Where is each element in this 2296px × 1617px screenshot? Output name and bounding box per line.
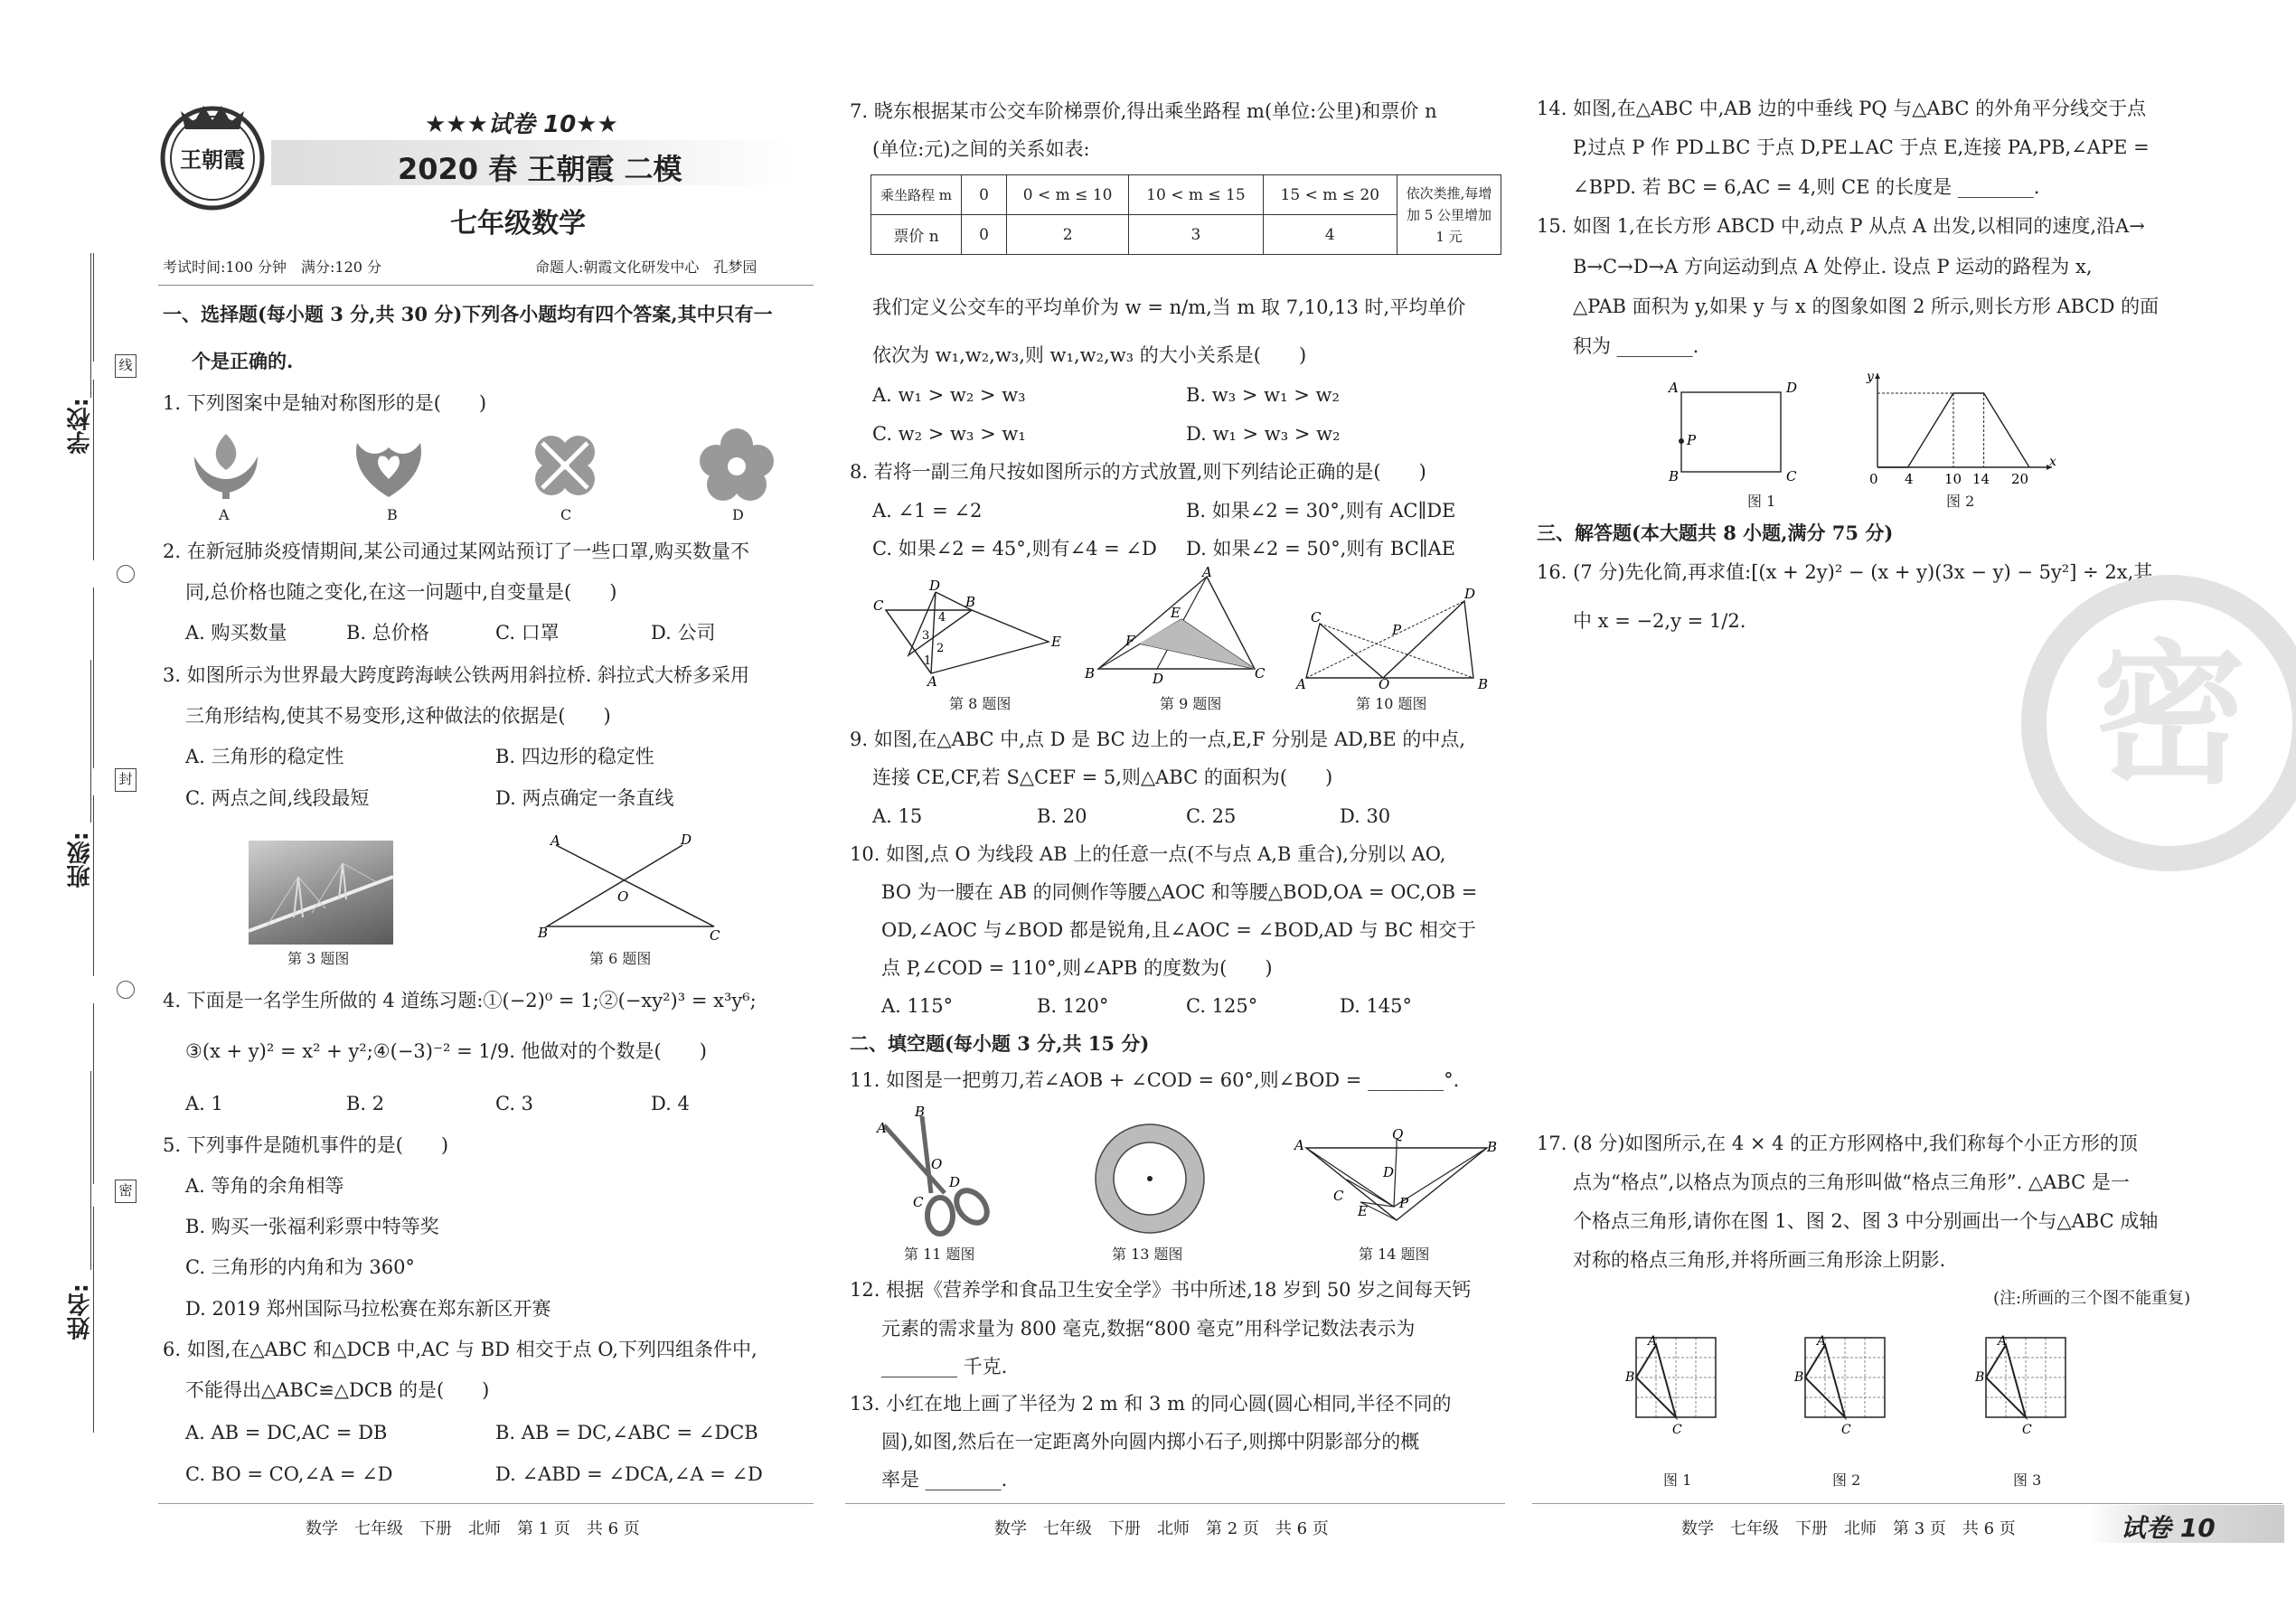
question-7-cont: (单位:元)之间的关系如表: <box>872 138 1090 160</box>
q3-option-c: C. 两点之间,线段最短 <box>185 787 370 809</box>
paper-tag-label: 试卷 10 <box>2121 1513 2216 1543</box>
question-12-cont2: ________ 千克. <box>881 1356 1008 1377</box>
seal-mark-seal: 封 <box>115 768 136 792</box>
grid-figure-1 <box>1625 1327 1729 1444</box>
question-10-cont2: OD,∠AOC 与∠BOD 都是锐角,且∠AOC = ∠BOD,AD 与 BC 相交于 <box>881 919 1476 941</box>
svg-text:A: A <box>1202 564 1212 580</box>
question-13: 13. 小红在地上画了半径为 2 m 和 3 m 的同心圆(圆心相同,半径不同的 <box>850 1393 1452 1415</box>
question-14-cont2: ∠BPD. 若 BC = 6,AC = 4,则 CE 的长度是 ________. <box>1573 176 2040 198</box>
grid-figure-3 <box>1975 1327 2079 1444</box>
question-15-cont2: △PAB 面积为 y,如果 y 与 x 的图象如图 2 所示,则长方形 ABCD 的面 <box>1573 296 2160 317</box>
svg-text:密: 密 <box>2092 626 2247 805</box>
question-8: 8. 若将一副三角尺按如图所示的方式放置,则下列结论正确的是( ) <box>850 461 1426 483</box>
question-2: 2. 在新冠肺炎疫情期间,某公司通过某网站预订了一些口罩,购买数量不 <box>163 541 750 562</box>
svg-text:C: C <box>2022 1423 2032 1437</box>
svg-text:B: B <box>1625 1370 1635 1385</box>
binding-hole <box>117 565 135 583</box>
q6-figure <box>538 832 723 944</box>
svg-text:O: O <box>931 1156 943 1172</box>
class-label: 班级: <box>67 832 94 888</box>
question-12-cont1: 元素的需求量为 800 毫克,数据“800 毫克”用科学记数法表示为 <box>881 1318 1416 1340</box>
table-cell: 3 <box>1129 215 1263 255</box>
q7-option-d: D. w₁ > w₃ > w₂ <box>1186 423 1341 445</box>
question-15-cont3: 积为 ________. <box>1573 335 1699 357</box>
section-1-heading: 一、选择题(每小题 3 分,共 30 分)下列各小题均有四个答案,其中只有一 <box>163 303 773 325</box>
q7-option-b: B. w₃ > w₁ > w₂ <box>1186 384 1340 406</box>
svg-text:D: D <box>1383 1164 1395 1180</box>
q1-label-c: C <box>560 506 572 523</box>
caption-fig-14: 第 14 题图 <box>1359 1246 1430 1263</box>
q8-figure <box>868 578 1067 690</box>
svg-text:A: A <box>1817 1334 1827 1349</box>
svg-text:B: B <box>1478 676 1489 692</box>
q4-option-b: B. 2 <box>346 1093 385 1114</box>
q3-option-a: A. 三角形的稳定性 <box>185 746 344 767</box>
q6-option-a: A. AB = DC,AC = DB <box>185 1422 388 1443</box>
q1-label-d: D <box>732 506 744 523</box>
grid-figure-2 <box>1794 1327 1898 1444</box>
svg-text:E: E <box>1051 634 1061 650</box>
svg-text:P: P <box>1392 622 1402 638</box>
svg-text:B: B <box>965 594 976 610</box>
question-3-cont: 三角形结构,使其不易变形,这种做法的依据是( ) <box>185 705 611 727</box>
svg-text:O: O <box>1379 676 1390 692</box>
question-4: 4. 下面是一名学生所做的 4 道练习题:①(−2)⁰ = 1;②(−xy²)³ = x³y⁶; <box>163 990 757 1011</box>
q10-option-d: D. 145° <box>1340 995 1413 1017</box>
school-label: 学校: <box>67 398 94 455</box>
seal-mark-line: 线 <box>115 354 136 378</box>
q10-option-a: A. 115° <box>881 995 954 1017</box>
question-16-cont: 中 x = −2,y = 1/2. <box>1573 610 1746 632</box>
caption-fig-10: 第 10 题图 <box>1356 695 1427 712</box>
q2-option-d: D. 公司 <box>651 622 716 644</box>
question-7: 7. 晓东根据某市公交车阶梯票价,得出乘坐路程 m(单位:公里)和票价 n <box>850 100 1437 122</box>
q9-option-d: D. 30 <box>1340 805 1391 827</box>
q1-figure-d <box>696 425 777 506</box>
q1-figure-a <box>185 429 267 502</box>
q5-option-a: A. 等角的余角相等 <box>185 1175 344 1197</box>
caption-fig-3: 第 3 题图 <box>287 950 350 967</box>
question-17: 17. (8 分)如图所示,在 4 × 4 的正方形网格中,我们称每个小正方形的顶 <box>1537 1133 2138 1154</box>
svg-text:1: 1 <box>924 654 932 668</box>
svg-text:3: 3 <box>922 629 930 643</box>
tick-10: 10 <box>1944 471 1962 487</box>
q10-figure <box>1293 586 1496 692</box>
question-10-cont3: 点 P,∠COD = 110°,则∠APB 的度数为( ) <box>881 957 1273 979</box>
svg-text:D: D <box>1153 671 1164 687</box>
question-14-cont1: P,过点 P 作 PD⊥BC 于点 D,PE⊥AC 于点 E,连接 PA,PB,∠APE = <box>1573 136 2150 158</box>
q6-option-c: C. BO = CO,∠A = ∠D <box>185 1463 393 1485</box>
author-info: 命题人:朝霞文化研发中心 孔梦园 <box>535 259 757 276</box>
q8-option-d: D. 如果∠2 = 50°,则有 BC∥AE <box>1186 538 1455 559</box>
svg-text:C: C <box>1311 609 1322 625</box>
svg-text:E: E <box>1171 605 1181 621</box>
svg-text:B: B <box>1794 1370 1804 1385</box>
footer-page-1: 数学 七年级 下册 北师 第 1 页 共 6 页 <box>306 1519 640 1538</box>
svg-text:y: y <box>1867 370 1874 384</box>
svg-text:P: P <box>1399 1195 1409 1211</box>
section-3-heading: 三、解答题(本大题共 8 小题,满分 75 分) <box>1537 522 1894 544</box>
question-12: 12. 根据《营养学和食品卫生安全学》书中所述,18 岁到 50 岁之间每天钙 <box>850 1279 1472 1301</box>
svg-text:O: O <box>617 888 629 905</box>
question-9: 9. 如图,在△ABC 中,点 D 是 BC 边上的一点,E,F 分别是 AD,BE 的中点, <box>850 729 1466 750</box>
table-cell: 4 <box>1263 215 1397 255</box>
question-7-def: 我们定义公交车的平均单价为 w = n/m,当 m 取 7,10,13 时,平均单价 <box>872 296 1466 318</box>
question-4-cont: ③(x + y)² = x² + y²;④(−3)⁻² = 1/9. 他做对的个数是( ) <box>185 1040 707 1062</box>
q9-figure <box>1085 564 1266 687</box>
question-5: 5. 下列事件是随机事件的是( ) <box>163 1134 449 1156</box>
scissors-figure <box>877 1104 1003 1238</box>
exam-title: 2020 春 王朝霞 二模 <box>398 152 682 186</box>
svg-text:D: D <box>949 1174 961 1190</box>
tick-20: 20 <box>2011 471 2029 487</box>
section-2-heading: 二、填空题(每小题 3 分,共 15 分) <box>850 1032 1150 1055</box>
svg-text:F: F <box>1125 633 1135 649</box>
subject-title: 七年级数学 <box>450 208 586 240</box>
caption-q17-fig1: 图 1 <box>1663 1471 1692 1489</box>
q8-option-b: B. 如果∠2 = 30°,则有 AC∥DE <box>1186 500 1456 522</box>
svg-text:B: B <box>1487 1139 1498 1155</box>
question-9-cont: 连接 CE,CF,若 S△CEF = 5,则△ABC 的面积为( ) <box>872 766 1333 788</box>
svg-text:D: D <box>1786 380 1798 396</box>
table-cell: 2 <box>1007 215 1129 255</box>
question-10: 10. 如图,点 O 为线段 AB 上的任意一点(不与点 A,B 重合),分别以 AO, <box>850 843 1446 865</box>
section-1-heading-cont: 个是正确的. <box>192 350 294 372</box>
svg-text:D: D <box>681 832 692 848</box>
svg-text:2: 2 <box>936 642 945 655</box>
q3-option-b: B. 四边形的稳定性 <box>495 746 654 767</box>
svg-text:A: A <box>877 1120 887 1136</box>
seal-mark-secret: 密 <box>115 1180 136 1203</box>
q7-option-c: C. w₂ > w₃ > w₁ <box>872 423 1026 445</box>
q14-figure <box>1293 1126 1498 1234</box>
table-cell: 票价 n <box>871 215 962 255</box>
q15-rectangle-figure <box>1663 380 1799 484</box>
caption-q17-fig3: 图 3 <box>2013 1471 2042 1489</box>
table-cell: 15 < m ≤ 20 <box>1263 175 1397 215</box>
concentric-circles <box>1094 1123 1207 1236</box>
name-label: 姓名: <box>67 1283 94 1340</box>
q5-option-c: C. 三角形的内角和为 360° <box>185 1256 415 1278</box>
caption-q15-fig1: 图 1 <box>1747 493 1776 510</box>
caption-q15-fig2: 图 2 <box>1946 493 1975 510</box>
question-6-cont: 不能得出△ABC≌△DCB 的是( ) <box>185 1379 490 1401</box>
footer-page-2: 数学 七年级 下册 北师 第 2 页 共 6 页 <box>994 1519 1329 1538</box>
question-7-ask: 依次为 w₁,w₂,w₃,则 w₁,w₂,w₃ 的大小关系是( ) <box>872 344 1307 366</box>
svg-text:E: E <box>1358 1203 1368 1219</box>
q1-figure-c <box>524 425 606 506</box>
svg-text:C: C <box>1255 665 1266 682</box>
table-cell: 0 < m ≤ 10 <box>1007 175 1129 215</box>
svg-text:A: A <box>1648 1334 1658 1349</box>
svg-text:C: C <box>1841 1423 1851 1437</box>
svg-text:A: A <box>1294 1137 1304 1153</box>
svg-text:C: C <box>1786 468 1797 484</box>
caption-fig-6: 第 6 题图 <box>589 950 652 967</box>
q2-option-a: A. 购买数量 <box>185 622 287 644</box>
logo <box>154 95 271 212</box>
svg-text:A: A <box>1669 380 1679 396</box>
table-cell: 0 <box>962 175 1007 215</box>
svg-text:王朝霞: 王朝霞 <box>180 146 245 173</box>
footer-page-3: 数学 七年级 下册 北师 第 3 页 共 6 页 <box>1681 1519 2016 1538</box>
svg-text:B: B <box>1085 665 1096 682</box>
question-3: 3. 如图所示为世界最大跨度跨海峡公铁两用斜拉桥. 斜拉式大桥多采用 <box>163 664 750 686</box>
svg-text:C: C <box>1672 1423 1682 1437</box>
table-cell: 10 < m ≤ 15 <box>1129 175 1263 215</box>
q9-option-a: A. 15 <box>872 805 923 827</box>
table-cell: 依次类推,每增加 5 公里增加 1 元 <box>1397 175 1501 255</box>
question-10-cont1: BO 为一腰在 AB 的同侧作等腰△AOC 和等腰△BOD,OA = OC,OB = <box>881 881 1478 903</box>
svg-text:B: B <box>538 925 549 941</box>
binding-hole <box>117 981 135 999</box>
svg-text:B: B <box>1975 1370 1985 1385</box>
question-11: 11. 如图是一把剪刀,若∠AOB + ∠COD = 60°,则∠BOD = ________°. <box>850 1069 1460 1091</box>
q10-option-b: B. 120° <box>1037 995 1109 1017</box>
svg-text:C: C <box>913 1194 924 1210</box>
question-13-cont1: 圆),如图,然后在一定距离外向圆内掷小石子,则掷中阴影部分的概 <box>881 1431 1420 1452</box>
paper-tag <box>2088 1505 2284 1543</box>
q10-option-c: C. 125° <box>1186 995 1258 1017</box>
q15-graph-figure <box>1858 366 2061 488</box>
tick-14: 14 <box>1972 471 1990 487</box>
q9-option-c: C. 25 <box>1186 805 1237 827</box>
caption-fig-13: 第 13 题图 <box>1112 1246 1183 1263</box>
svg-text:A: A <box>1296 676 1306 692</box>
svg-text:A: A <box>550 832 560 849</box>
q2-option-c: C. 口罩 <box>495 622 560 644</box>
question-13-cont2: 率是 ________. <box>881 1469 1008 1490</box>
svg-text:x: x <box>2049 455 2056 469</box>
caption-fig-9: 第 9 题图 <box>1160 695 1222 712</box>
q7-option-a: A. w₁ > w₂ > w₃ <box>872 384 1026 406</box>
question-14: 14. 如图,在△ABC 中,AB 边的中垂线 PQ 与△ABC 的外角平分线交于点 <box>1537 98 2147 119</box>
q1-figure-b <box>348 429 429 502</box>
svg-text:A: A <box>927 673 937 690</box>
q1-label-b: B <box>387 506 398 523</box>
q2-option-b: B. 总价格 <box>346 622 429 644</box>
exam-info: 考试时间:100 分钟 满分:120 分 <box>163 259 382 276</box>
q5-option-d: D. 2019 郑州国际马拉松赛在郑东新区开赛 <box>185 1298 551 1320</box>
q9-option-b: B. 20 <box>1037 805 1087 827</box>
q8-option-a: A. ∠1 = ∠2 <box>872 500 983 522</box>
question-15-cont1: B→C→D→A 方向运动到点 A 处停止. 设点 P 运动的路程为 x, <box>1573 256 2093 277</box>
q6-option-d: D. ∠ABD = ∠DCA,∠A = ∠D <box>495 1463 763 1485</box>
svg-text:A: A <box>1998 1334 2008 1349</box>
caption-q17-fig2: 图 2 <box>1832 1471 1861 1489</box>
tick-0: 0 <box>1869 471 1878 487</box>
question-15: 15. 如图 1,在长方形 ABCD 中,动点 P 从点 A 出发,以相同的速度,沿A→ <box>1537 215 2145 237</box>
svg-text:B: B <box>1669 468 1680 484</box>
question-17-cont3: 对称的格点三角形,并将所画三角形涂上阴影. <box>1573 1249 1946 1271</box>
q1-label-a: A <box>219 506 230 523</box>
question-16: 16. (7 分)先化简,再求值:[(x + 2y)² − (x + y)(3x − y) − 5y²] ÷ 2x,其 <box>1537 561 2153 583</box>
question-2-cont: 同,总价格也随之变化,在这一问题中,自变量是( ) <box>185 581 617 603</box>
paper-badge: ★★★试卷 10★★ <box>425 111 618 138</box>
watermark-seal <box>2025 578 2278 850</box>
svg-text:4: 4 <box>938 611 946 625</box>
svg-text:B: B <box>915 1104 926 1120</box>
bridge-photo <box>249 841 393 945</box>
svg-text:D: D <box>1464 586 1476 602</box>
question-17-note: (注:所画的三个图不能重复) <box>1993 1289 2191 1308</box>
table-cell: 0 <box>962 215 1007 255</box>
tick-4: 4 <box>1905 471 1914 487</box>
q4-option-d: D. 4 <box>651 1093 690 1114</box>
q4-option-a: A. 1 <box>185 1093 223 1114</box>
question-17-cont2: 个格点三角形,请你在图 1、图 2、图 3 中分别画出一个与△ABC 成轴 <box>1573 1210 2159 1232</box>
svg-text:Q: Q <box>1392 1126 1404 1142</box>
svg-text:C: C <box>710 927 720 944</box>
question-6: 6. 如图,在△ABC 和△DCB 中,AC 与 BD 相交于点 O,下列四组条件中, <box>163 1339 757 1360</box>
q5-option-b: B. 购买一张福利彩票中特等奖 <box>185 1216 439 1237</box>
svg-text:D: D <box>929 578 941 594</box>
q4-option-c: C. 3 <box>495 1093 534 1114</box>
q6-option-b: B. AB = DC,∠ABC = ∠DCB <box>495 1422 758 1443</box>
q8-option-c: C. 如果∠2 = 45°,则有∠4 = ∠D <box>872 538 1157 559</box>
caption-fig-8: 第 8 题图 <box>949 695 1012 712</box>
svg-text:C: C <box>873 597 884 614</box>
caption-fig-11: 第 11 题图 <box>904 1246 975 1263</box>
question-1: 1. 下列图案中是轴对称图形的是( ) <box>163 392 487 414</box>
question-17-cont1: 点为“格点”,以格点为顶点的三角形叫做“格点三角形”. △ABC 是一 <box>1573 1171 2130 1193</box>
table-cell: 乘坐路程 m <box>871 175 962 215</box>
q3-option-d: D. 两点确定一条直线 <box>495 787 674 809</box>
fare-table <box>870 174 1501 255</box>
svg-text:C: C <box>1333 1188 1344 1204</box>
svg-text:P: P <box>1687 432 1697 448</box>
